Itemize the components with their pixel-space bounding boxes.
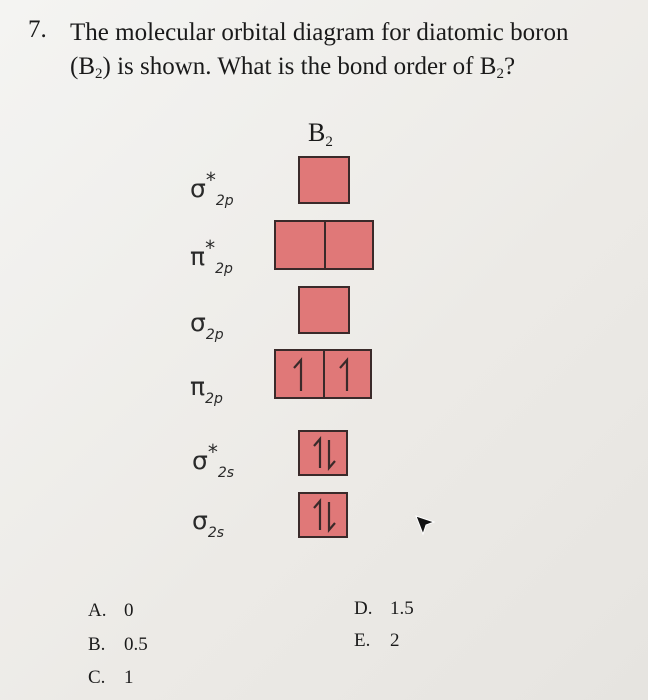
orbital-label-pi-2p: $\pi_{2p}$ — [190, 372, 223, 407]
orbital-box-pi-star-2p — [274, 220, 374, 270]
question-text — [70, 16, 630, 91]
orbital-label-pi-star-2p: $\pi^*_{2p}$ — [190, 236, 233, 277]
orbital-box-pi-2p — [274, 349, 372, 399]
answer-option-e[interactable]: E. 2 — [354, 630, 400, 651]
answer-option-c[interactable]: C. 1 — [88, 667, 134, 688]
electron-pair-arrows — [312, 436, 338, 472]
orbital-box-sigma-2s — [298, 492, 348, 538]
orbital-label-sigma-2p: $\sigma_{2p}$ — [190, 308, 224, 343]
orbital-label-sigma-star-2p: $\sigma^*_{2p}$ — [190, 168, 234, 209]
orbital-box-sigma-star-2s — [298, 430, 348, 476]
orbital-box-sigma-star-2p — [298, 156, 350, 204]
question-line-2: $(B_2)$ is shown. What is the bond order of $B_2$? — [70, 53, 516, 82]
orbital-label-sigma-star-2s: $\sigma^*_{2s}$ — [192, 440, 235, 481]
molecule-label: $B_2$ — [308, 118, 333, 150]
orbital-label-sigma-2s: $\sigma_{2s}$ — [192, 506, 225, 541]
electron-up-arrow — [292, 357, 308, 393]
orbital-box-sigma-2p — [298, 286, 350, 334]
question-line-1: The molecular orbital diagram for diatomic boron — [70, 19, 569, 46]
orbital-divider — [324, 222, 326, 268]
answer-option-d[interactable]: D. 1.5 — [354, 598, 414, 619]
question-number: 7. — [28, 16, 47, 43]
mouse-cursor-icon — [412, 512, 438, 538]
orbital-divider — [323, 351, 325, 397]
answer-option-a[interactable]: A. 0 — [88, 600, 134, 621]
answer-option-b[interactable]: B. 0.5 — [88, 634, 148, 655]
electron-up-arrow — [338, 357, 354, 393]
electron-pair-arrows — [312, 498, 338, 534]
